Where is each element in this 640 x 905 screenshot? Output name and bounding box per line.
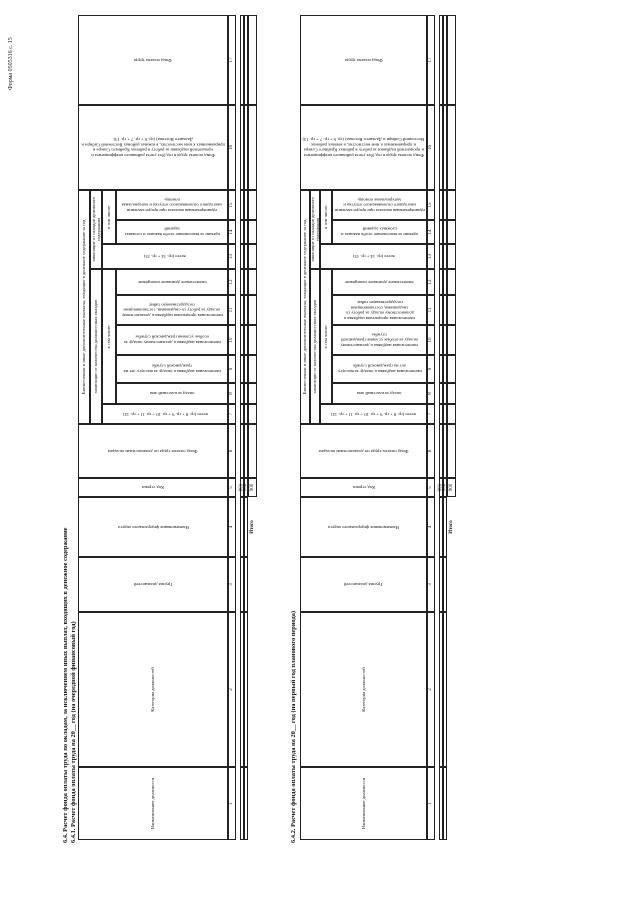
total-code-cell	[447, 478, 456, 497]
col-15-header	[116, 190, 228, 220]
data-cell	[443, 767, 447, 840]
col-number-17-text: 17	[428, 57, 434, 63]
col-12-header	[116, 269, 228, 295]
col-number-9	[427, 355, 435, 383]
col-fund-header	[78, 424, 228, 478]
col-number-1	[228, 767, 236, 840]
col-number-6	[427, 424, 435, 478]
code-cell-text: 002	[243, 483, 249, 492]
col-number-16	[427, 105, 435, 190]
data-cell	[244, 612, 248, 767]
total-cell	[248, 355, 257, 383]
col-number-10-text: 10	[229, 337, 235, 343]
total-cell	[447, 383, 456, 404]
col-17-header-text: Фонд оплаты труда	[134, 57, 172, 63]
total-cell	[248, 269, 257, 295]
col-10-header-text: ежемесячная надбавка к должностному окладу за особые условия гражданской службы	[123, 335, 221, 346]
col-11-header-text: ежемесячная процентная надбавка к должностному окладу за работу со сведениями, составляющими государственную тайну	[121, 302, 223, 318]
in-that-number-2-text: в том числе:	[323, 205, 329, 229]
col-code-header-text: Код строки	[142, 485, 164, 491]
total-cell	[248, 325, 257, 355]
col-category-header-text: Категория должностей	[360, 667, 366, 712]
col-category-header	[78, 612, 228, 767]
col-13-header	[102, 244, 228, 269]
form-code: Форма 0505316 с. 15	[8, 37, 14, 90]
col-9-header-text: ежемесячная надбавка к окладу за выслугу лет на гражданской службе	[337, 364, 422, 375]
col-group-header	[78, 557, 228, 612]
col-number-8-text: 8	[229, 392, 235, 395]
col-fund-header-text: Фонд оплаты труда по должностным окладам	[108, 448, 198, 454]
col-number-15	[228, 190, 236, 220]
col-district-header	[78, 497, 228, 557]
col-number-13	[228, 244, 236, 269]
total-code-cell-text: 900	[249, 483, 255, 492]
group-dep-salary-header-text: зависящие от количества должностных окладов	[312, 299, 318, 394]
col-code-header	[78, 478, 228, 497]
total-cell	[447, 325, 456, 355]
col-number-11-text: 11	[229, 307, 235, 313]
col-position-header	[78, 767, 228, 840]
total-cell	[248, 404, 257, 424]
col-code-header	[300, 478, 427, 497]
total-cell	[248, 244, 257, 269]
in-that-number-1	[102, 269, 116, 404]
col-number-2-text: 2	[428, 688, 434, 691]
total-cell	[248, 220, 257, 244]
col-number-11-text: 11	[428, 307, 434, 313]
col-number-8	[427, 383, 435, 404]
col-number-3-text: 3	[428, 583, 434, 586]
col-number-15	[427, 190, 435, 220]
col-number-15-text: 15	[428, 202, 434, 208]
col-number-10	[427, 325, 435, 355]
col-number-14-text: 14	[229, 229, 235, 235]
col-10-header-text: ежемесячная надбавка к должностному окладу за особые условия гражданской службы	[340, 332, 419, 348]
col-16-header-text: Фонд оплаты труда в год (без учета районного коэффициента и процентной надбавки за работу в районах Крайнего Севера и приравненных к ним местностях, в южных районах Восточной Сибири и Дальнего Востока) (гр. 6 + гр. 7 + гр. 13)	[302, 137, 425, 159]
data-cell	[244, 767, 248, 840]
col-number-9-text: 9	[229, 367, 235, 371]
col-category-header	[300, 612, 427, 767]
col-number-4	[228, 497, 236, 557]
col-12-header	[332, 269, 427, 295]
col-position-header-text: Наименование должности	[150, 777, 156, 830]
group-dep-allow-header-text: зависящие от окладов денежного содержания	[90, 197, 101, 262]
col-number-11	[427, 295, 435, 325]
in-that-number-1-text: в том числе:	[106, 324, 112, 349]
col-position-header	[300, 767, 427, 840]
col-8-header-text: оклад за классный чин	[149, 391, 195, 397]
data-cell	[443, 557, 447, 612]
code-cell-text: 001	[438, 483, 444, 492]
col-number-8-text: 8	[428, 392, 434, 395]
table2-heading: 6.4.2. Расчет фонда оплаты труда на 20__ год (на первый год планового периода)	[290, 610, 297, 843]
col-number-12	[427, 269, 435, 295]
col-12-header-text: ежемесячное денежное поощрение	[137, 279, 207, 285]
total-cell	[248, 15, 257, 105]
col-number-13	[427, 244, 435, 269]
group-extra-header	[300, 190, 310, 424]
col-8-header-text: оклад за классный чин	[357, 391, 402, 397]
total-label-text: Итого	[249, 520, 255, 534]
group-dep-allow-header	[310, 190, 320, 269]
col-fund-header-text: Фонд оплаты труда по должностным окладам	[318, 448, 409, 454]
col-11-header	[332, 295, 427, 325]
col-16-header	[78, 105, 228, 190]
col-7-header	[320, 404, 427, 424]
col-number-12-text: 12	[229, 279, 235, 285]
total-cell	[447, 105, 456, 190]
col-number-17	[427, 15, 435, 105]
col-number-3-text: 3	[229, 583, 235, 586]
col-11-header	[116, 295, 228, 325]
col-group-header-text: Группа должностей	[133, 582, 173, 588]
total-cell	[447, 15, 456, 105]
col-13-header-text: всего (гр. 14 + гр. 15)	[352, 254, 395, 260]
total-code-cell	[248, 478, 257, 497]
col-number-17	[228, 15, 236, 105]
col-number-3	[427, 557, 435, 612]
data-cell	[443, 612, 447, 767]
col-9-header	[332, 355, 427, 383]
col-number-3	[228, 557, 236, 612]
total-cell	[248, 190, 257, 220]
col-7-header	[102, 404, 228, 424]
total-cell	[248, 105, 257, 190]
col-number-15-text: 15	[229, 202, 235, 208]
col-number-5-text: 5	[229, 486, 235, 489]
col-17-header-text: Фонд оплаты труда	[344, 57, 383, 63]
data-cell	[244, 557, 248, 612]
col-9-header-text: ежемесячная надбавка к окладу за выслугу лет на гражданской службе	[123, 364, 221, 375]
in-that-number-1	[320, 269, 332, 404]
col-16-header	[300, 105, 427, 190]
total-cell	[248, 383, 257, 404]
in-that-number-2	[102, 190, 116, 244]
col-number-2-text: 2	[229, 688, 235, 691]
col-10-header	[332, 325, 427, 355]
col-number-12-text: 12	[428, 279, 434, 285]
group-extra-header	[78, 190, 90, 424]
col-number-16-text: 16	[229, 145, 235, 150]
col-position-header-text: Наименование должности	[360, 777, 366, 830]
col-14-header	[332, 220, 427, 244]
col-number-6-text: 6	[428, 449, 434, 453]
group-dep-salary-header-text: зависящие от количества должностных окладов	[93, 299, 99, 394]
col-number-13-text: 13	[229, 254, 235, 259]
col-number-2	[228, 612, 236, 767]
col-number-7	[228, 404, 236, 424]
col-14-header-text: премии за выполнение особо важных и сложных заданий	[124, 227, 220, 238]
group-dep-allow-header	[90, 190, 102, 269]
col-11-header-text: ежемесячная процентная надбавка к должностному окладу за работу со сведениями, составляющими государственную тайну	[343, 299, 416, 321]
in-that-number-2	[320, 190, 332, 244]
col-number-13-text: 13	[428, 254, 434, 259]
col-group-header-text: Группа должностей	[344, 582, 383, 588]
code-cell-text: 002	[442, 483, 448, 492]
total-label	[447, 497, 456, 557]
total-cell	[447, 404, 456, 424]
total-code-cell-text: 900	[448, 483, 454, 492]
col-number-1	[427, 767, 435, 840]
total-label-text: Итого	[448, 520, 454, 534]
total-cell	[447, 269, 456, 295]
total-cell	[447, 244, 456, 269]
col-number-10	[228, 325, 236, 355]
col-fund-header	[300, 424, 427, 478]
col-number-6-text: 6	[229, 449, 235, 453]
col-number-7-text: 7	[229, 412, 235, 416]
col-category-header-text: Категория должностей	[150, 667, 156, 712]
payroll-table-2	[300, 15, 482, 840]
group-extra-header-text: Ежемесячные и иные дополнительные выплаты, входящие в денежное содержание за год	[302, 219, 308, 395]
payroll-table-1	[78, 15, 283, 840]
in-that-number-2-text: в том числе:	[106, 205, 112, 229]
total-cell	[248, 295, 257, 325]
col-15-header	[332, 190, 427, 220]
col-number-4-text: 4	[229, 525, 235, 529]
col-code-header-text: Код строки	[352, 485, 375, 491]
col-number-5-text: 5	[428, 486, 434, 489]
col-12-header-text: ежемесячное денежное поощрение	[345, 279, 414, 285]
col-15-header-text: единовременная выплата при предоставлении ежегодного оплачиваемого отпуска и материальная помощь	[334, 197, 425, 213]
col-14-header-text: премии за выполнение особо важных и сложных заданий	[341, 227, 418, 238]
group-dep-salary-header	[310, 269, 320, 424]
col-15-header-text: единовременная выплата при предоставлении ежегодного оплачиваемого отпуска и материальная помощь	[121, 197, 223, 213]
col-17-header	[300, 15, 427, 105]
col-number-4	[427, 497, 435, 557]
col-13-header-text: всего (гр. 14 + гр. 15)	[144, 254, 186, 260]
col-number-1-text: 1	[229, 802, 235, 805]
col-9-header	[116, 355, 228, 383]
col-17-header	[78, 15, 228, 105]
col-number-8	[228, 383, 236, 404]
col-14-header	[116, 220, 228, 244]
col-number-7-text: 7	[428, 412, 434, 416]
total-cell	[447, 190, 456, 220]
col-number-6	[228, 424, 236, 478]
total-cell	[447, 424, 456, 478]
col-district-header-text: Наименование федерального округа	[328, 524, 399, 530]
total-cell	[447, 295, 456, 325]
col-number-5	[427, 478, 435, 497]
total-cell	[248, 424, 257, 478]
total-cell	[447, 355, 456, 383]
col-number-4-text: 4	[428, 525, 434, 529]
section-heading: 6.4. Расчет фонда оплаты труда по окладам, за исключением иных выплат, входящих в денежное содержание	[62, 527, 69, 843]
col-group-header	[300, 557, 427, 612]
col-number-17-text: 17	[229, 57, 235, 63]
col-district-header-text: Наименование федерального округа	[117, 524, 189, 530]
table1-heading: 6.4.1. Расчет фонда оплаты труда на 20__ год (на очередной финансовый год)	[70, 621, 77, 843]
col-number-5	[228, 478, 236, 497]
col-7-header-text: всего (гр. 8 + гр. 9 + гр. 10 + гр. 11 + гр. 12)	[122, 411, 208, 417]
col-number-16	[228, 105, 236, 190]
col-16-header-text: Фонд оплаты труда в год (без учета районного коэффициента и процентной надбавки за работу в районах Крайнего Севера и приравненных к ним местностях, в южных районах Восточной Сибири и Дальнего Востока) (гр. 6 + гр. 7 + гр. 13)	[81, 137, 225, 159]
col-number-16-text: 16	[428, 145, 434, 150]
col-number-14	[228, 220, 236, 244]
col-number-14	[427, 220, 435, 244]
total-cell	[447, 220, 456, 244]
col-number-1-text: 1	[428, 802, 434, 805]
col-10-header	[116, 325, 228, 355]
col-number-7	[427, 404, 435, 424]
in-that-number-1-text: в том числе:	[323, 324, 329, 349]
col-number-11	[228, 295, 236, 325]
col-8-header	[116, 383, 228, 404]
col-number-9-text: 9	[428, 367, 434, 371]
code-cell-text: 001	[239, 483, 245, 492]
group-extra-header-text: Ежемесячные и иные дополнительные выплаты, входящие в денежное содержание за год	[81, 219, 87, 395]
total-label	[248, 497, 257, 557]
col-7-header-text: всего (гр. 8 + гр. 9 + гр. 10 + гр. 11 + гр. 12)	[331, 411, 416, 417]
col-number-9	[228, 355, 236, 383]
group-dep-allow-header-text: зависящие от окладов денежного содержания	[309, 197, 320, 262]
col-number-2	[427, 612, 435, 767]
col-number-14-text: 14	[428, 229, 434, 235]
col-13-header	[320, 244, 427, 269]
col-number-12	[228, 269, 236, 295]
col-8-header	[332, 383, 427, 404]
group-dep-salary-header	[90, 269, 102, 424]
col-district-header	[300, 497, 427, 557]
col-number-10-text: 10	[428, 337, 434, 343]
